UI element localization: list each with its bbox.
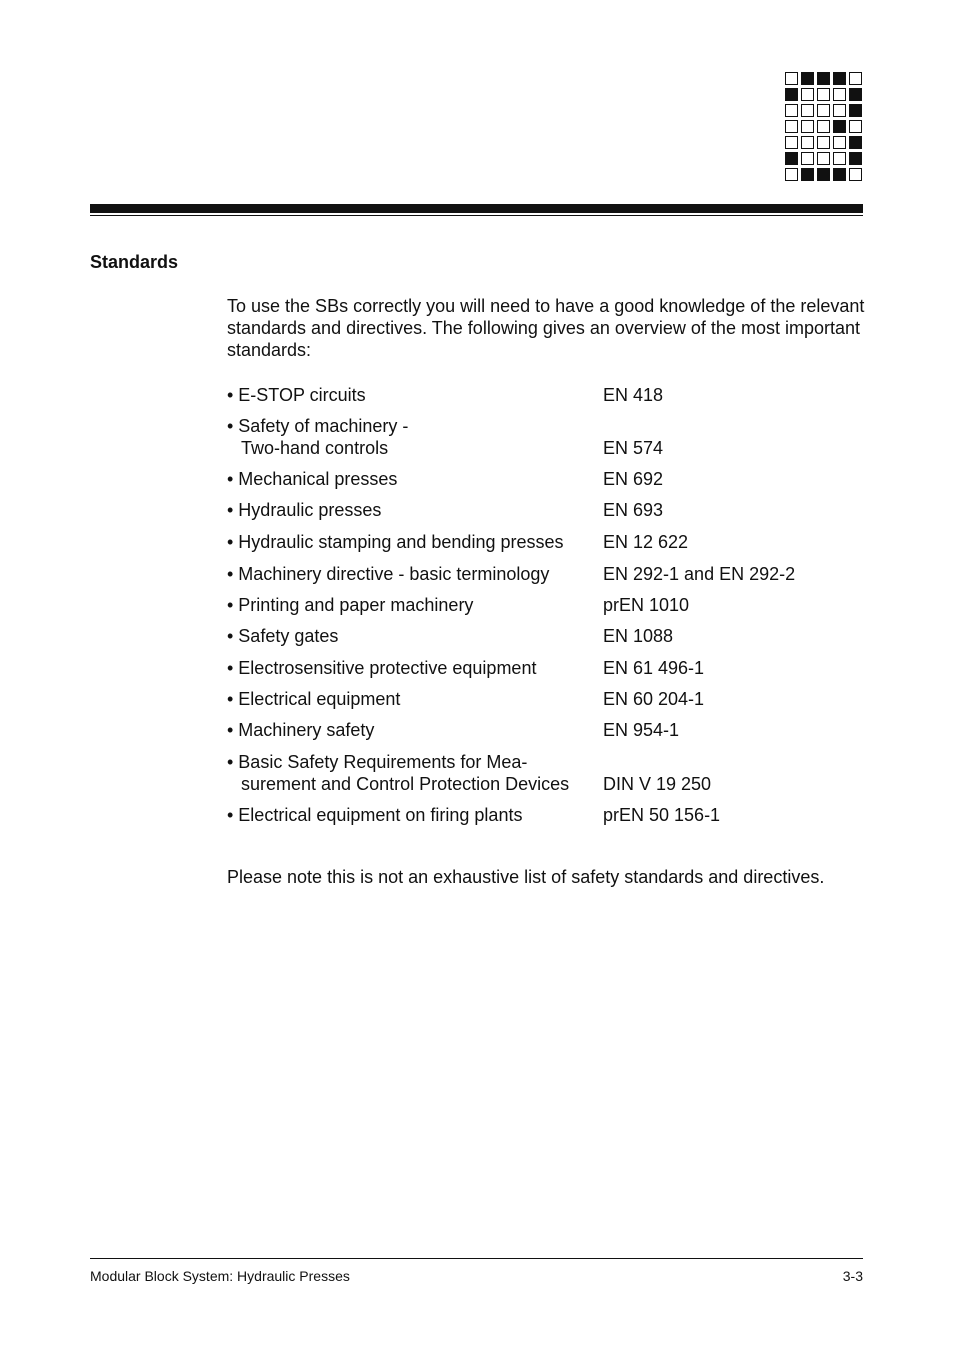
standard-name-line1: • Machinery directive - basic terminology — [227, 564, 550, 584]
logo-cell — [849, 136, 862, 149]
standard-name-line1: • Machinery safety — [227, 720, 375, 740]
standard-name-line1: • Safety of machinery - — [227, 416, 409, 436]
footer-rule — [90, 1258, 863, 1259]
header-rule-thick — [90, 204, 863, 213]
logo-cell — [801, 104, 814, 117]
logo-cell — [817, 88, 830, 101]
intro-paragraph: To use the SBs correctly you will need to have a good knowledge of the relevant standards and directives. The following gives an overview of the most important standards: — [227, 296, 865, 360]
logo-cell — [849, 152, 862, 165]
standard-code: DIN V 19 250 — [603, 774, 712, 794]
standard-name — [227, 384, 366, 406]
note-paragraph: Please note this is not an exhaustive list of safety standards and directives. — [227, 867, 825, 887]
standard-code: EN 292-1 and EN 292-2 — [603, 564, 796, 584]
standard-name — [227, 594, 473, 616]
logo-cell — [849, 104, 862, 117]
standard-code: EN 692 — [603, 469, 664, 489]
standard-name-line1: • E-STOP circuits — [227, 385, 366, 405]
logo-cell — [817, 72, 830, 85]
grid-logo-icon — [785, 72, 862, 181]
standard-name — [227, 468, 397, 490]
logo-cell — [833, 88, 846, 101]
page-number: 3-3 — [842, 1268, 863, 1284]
standard-code: EN 574 — [603, 438, 664, 458]
standard-name — [227, 657, 536, 679]
logo-cell — [801, 152, 814, 165]
standard-code: EN 61 496-1 — [603, 658, 705, 678]
logo-cell — [833, 152, 846, 165]
logo-cell — [817, 104, 830, 117]
standard-name-line1: • Hydraulic presses — [227, 500, 382, 520]
logo-cell — [817, 168, 830, 181]
standard-name-line2: Two-hand controls — [241, 438, 389, 458]
standard-code: EN 954-1 — [603, 720, 680, 740]
logo-cell — [849, 168, 862, 181]
logo-cell — [849, 88, 862, 101]
logo-cell — [833, 168, 846, 181]
logo-cell — [801, 136, 814, 149]
logo-cell — [833, 72, 846, 85]
logo-cell — [833, 120, 846, 133]
standard-code: EN 12 622 — [603, 532, 689, 552]
standard-name-line1: • Electrical equipment — [227, 689, 401, 709]
standard-name — [227, 531, 564, 553]
logo-cell — [785, 168, 798, 181]
standard-code: prEN 1010 — [603, 595, 690, 615]
standard-code: EN 693 — [603, 500, 664, 520]
logo-cell — [817, 120, 830, 133]
standard-name — [227, 563, 549, 585]
logo-cell — [849, 120, 862, 133]
standard-name — [227, 719, 374, 741]
standard-name-line2: surement and Control Protection Devices — [241, 774, 570, 794]
standard-name-line1: • Safety gates — [227, 626, 339, 646]
logo-cell — [785, 72, 798, 85]
standard-name — [227, 688, 400, 710]
logo-cell — [833, 136, 846, 149]
logo-cell — [801, 72, 814, 85]
logo-cell — [801, 120, 814, 133]
logo-cell — [785, 152, 798, 165]
standard-name-line1: • Hydraulic stamping and bending presses — [227, 532, 564, 552]
standard-name-line1: • Printing and paper machinery — [227, 595, 474, 615]
logo-cell — [833, 104, 846, 117]
logo-cell — [785, 120, 798, 133]
standard-code: prEN 50 156-1 — [603, 805, 721, 825]
standard-name — [227, 804, 522, 826]
standard-code: EN 60 204-1 — [603, 689, 705, 709]
logo-cell — [785, 104, 798, 117]
logo-cell — [801, 168, 814, 181]
logo-cell — [849, 72, 862, 85]
standard-name-line1: • Electrosensitive protective equipment — [227, 658, 537, 678]
standard-name — [227, 751, 569, 795]
logo-cell — [785, 88, 798, 101]
standard-name — [227, 415, 408, 459]
logo-cell — [801, 88, 814, 101]
standard-name-line1: • Electrical equipment on firing plants — [227, 805, 523, 825]
standard-name-line1: • Mechanical presses — [227, 469, 398, 489]
section-heading: Standards — [90, 252, 179, 272]
logo-cell — [817, 152, 830, 165]
header-rule-thin — [90, 215, 863, 216]
standard-name-line1: • Basic Safety Requirements for Mea- — [227, 752, 528, 772]
logo-cell — [817, 136, 830, 149]
footer-title: Modular Block System: Hydraulic Presses — [90, 1268, 350, 1284]
standard-code: EN 418 — [603, 385, 664, 405]
standard-code: EN 1088 — [603, 626, 674, 646]
standard-name — [227, 625, 338, 647]
standard-name — [227, 499, 381, 521]
logo-cell — [785, 136, 798, 149]
